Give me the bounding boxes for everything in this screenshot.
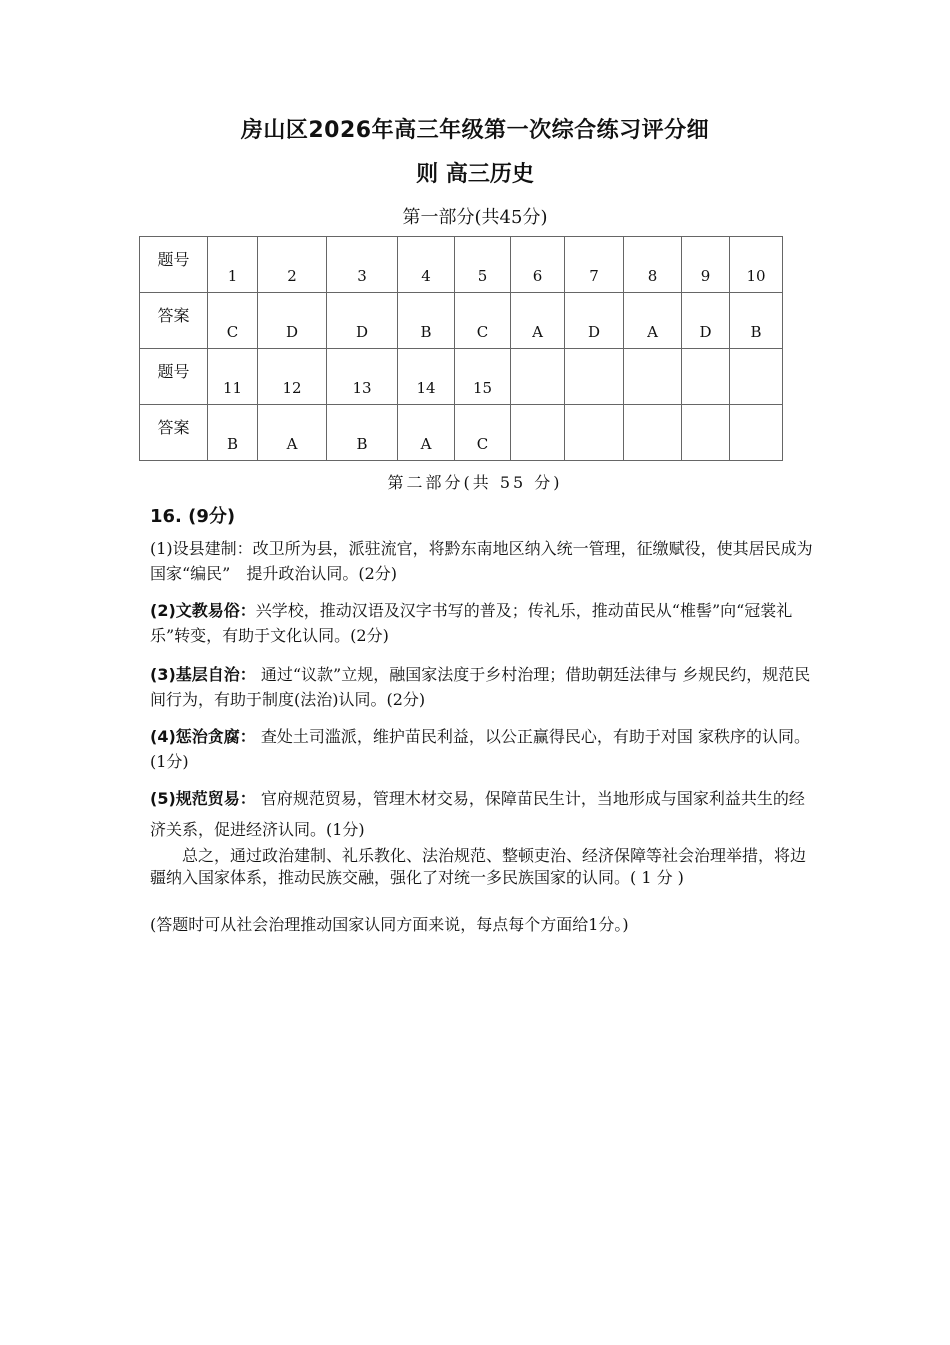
answer-table-cell [730,349,783,405]
answer-table-cell: 2 [258,237,327,293]
scoring-note: (答题时可从社会治理推动国家认同方面来说，每点每个方面给1分。) [150,915,629,934]
answer-table-cell: A [624,293,682,349]
answer-table-cell [624,405,682,461]
point-4-label: (4)惩治贪腐： [150,727,256,746]
answer-table-cell: 8 [624,237,682,293]
answer-table-cell: 9 [682,237,730,293]
point-4 [150,724,820,774]
answer-table-cell [730,405,783,461]
point-4-text: 查处土司滥派，维护苗民利益，以公正赢得民心，有助于对国 家秩序的认同。(1分) [150,727,810,771]
answer-table-row [140,237,783,293]
answer-table-cell: B [398,293,455,349]
point-1-text: 改卫所为县，派驻流官，将黔东南地区纳入统一管理，征缴赋役，使其居民成为国家“编民” 提升政治认同。(2分) [150,539,813,583]
answer-table-row-label: 题号 [140,237,208,293]
answer-table-cell: D [327,293,398,349]
answer-table-cell: 5 [455,237,511,293]
doc-title-line1: 房山区2026年高三年级第一次综合练习评分细 [240,118,710,143]
answer-table-cell: 12 [258,349,327,405]
point-2-text: 兴学校，推动汉语及汉字书写的普及；传礼乐，推动苗民从“椎髻”向“冠裳礼乐”转变，有助于文化认同。(2分) [150,601,793,645]
question-16-title: 16. (9分) [150,506,236,527]
answer-table-cell [624,349,682,405]
part2-heading: 第二部分(共 55 分) [387,473,563,492]
answer-table-cell: D [565,293,624,349]
answer-table-cell: 6 [511,237,565,293]
answer-table-cell: 7 [565,237,624,293]
answer-table-cell: A [258,405,327,461]
point-5-label: (5)规范贸易： [150,789,256,808]
doc-title-line2: 则 高三历史 [416,162,534,187]
answer-table-cell [511,349,565,405]
answer-table-cell [511,405,565,461]
answer-table-cell: A [398,405,455,461]
answer-table-cell: B [730,293,783,349]
answer-table-cell [565,405,624,461]
answer-table-cell: C [208,293,258,349]
answer-table-cell: B [327,405,398,461]
point-1-label: (1)设县建制： [150,539,253,558]
point-3 [150,662,820,712]
answer-table-cell: B [208,405,258,461]
answer-table-row [140,349,783,405]
answer-table-cell [682,349,730,405]
answer-table-row-label: 题号 [140,349,208,405]
answer-table-cell: A [511,293,565,349]
answer-table-row-label: 答案 [140,405,208,461]
answer-table-cell: D [682,293,730,349]
answer-table-cell [565,349,624,405]
answer-table-row [140,293,783,349]
answer-table-cell: C [455,405,511,461]
answer-table-cell: 13 [327,349,398,405]
answer-table-cell [682,405,730,461]
summary: 总之，通过政治建制、礼乐教化、法治规范、整顿吏治、经济保障等社会治理举措，将边疆纳入国家体系，推动民族交融，强化了对统一多民族国家的认同。( 1 分 ) [150,846,807,887]
answer-table-cell: C [455,293,511,349]
answer-table-row [140,405,783,461]
point-3-label: (3)基层自治： [150,665,256,684]
answer-table-cell: 14 [398,349,455,405]
answer-table-cell: 4 [398,237,455,293]
point-1 [150,536,820,586]
part1-heading: 第一部分(共45分) [402,207,548,228]
point-2-label: (2)文教易俗： [150,601,256,620]
point-2 [150,598,820,648]
answer-table-cell: 1 [208,237,258,293]
point-5 [150,783,820,845]
answer-table-cell: D [258,293,327,349]
answer-table-cell: 15 [455,349,511,405]
point-3-text: 通过“议款”立规，融国家法度于乡村治理；借助朝廷法律与 乡规民约，规范民间行为，有助于制度(法治)认同。(2分) [150,665,811,709]
answer-table-cell: 10 [730,237,783,293]
answer-table [139,236,783,461]
point-5-text: 官府规范贸易，管理木材交易，保障苗民生计，当地形成与国家利益共生的经济关系，促进经济认同。(1分) [150,789,805,839]
answer-table-cell: 11 [208,349,258,405]
answer-table-cell: 3 [327,237,398,293]
answer-table-row-label: 答案 [140,293,208,349]
